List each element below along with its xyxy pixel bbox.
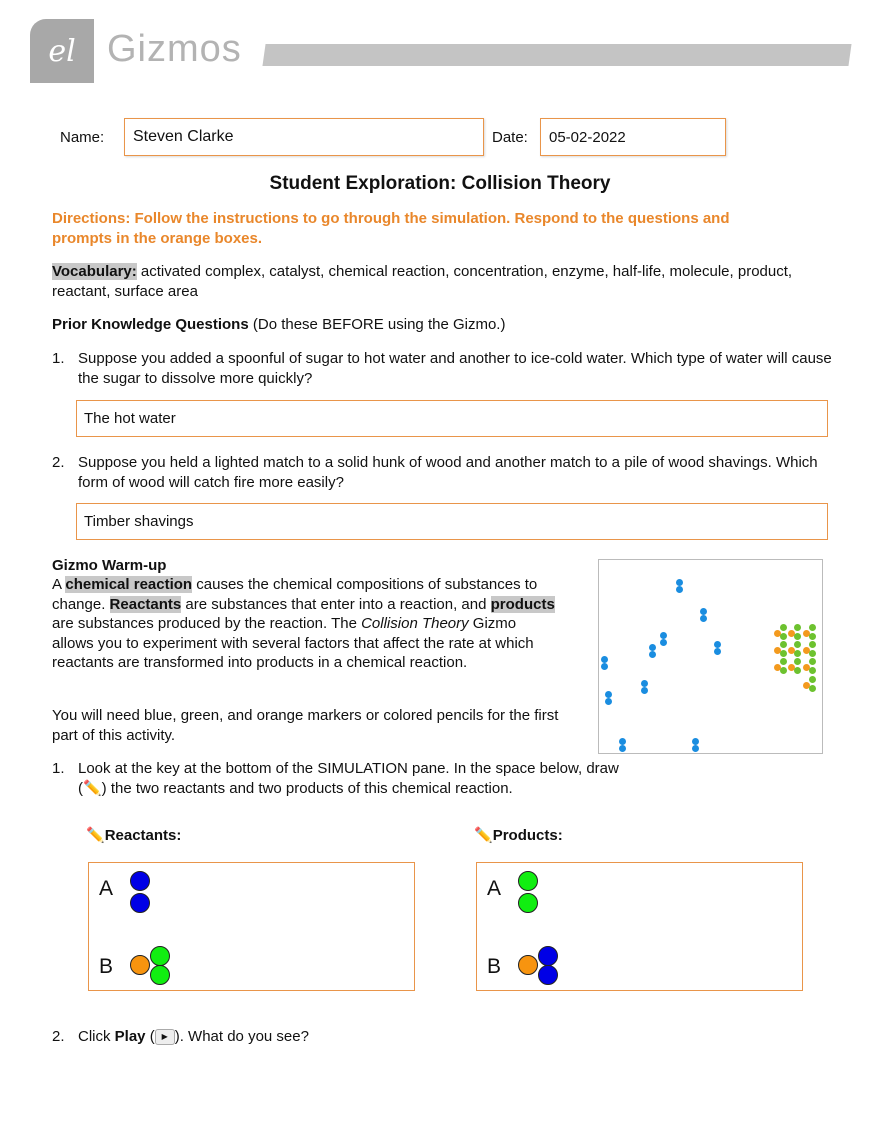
- t: (: [145, 1028, 155, 1045]
- orange-atom: [518, 955, 538, 975]
- blue-molecule-atom: [676, 579, 683, 586]
- warmup-q2-text: [78, 1027, 309, 1047]
- blue-molecule-atom: [692, 738, 699, 745]
- prior-heading: Prior Knowledge Questions: [52, 316, 249, 333]
- blue-molecule-atom: [714, 641, 721, 648]
- blue-molecule-atom: [601, 663, 608, 670]
- reactants-drawing-box[interactable]: [88, 862, 415, 991]
- header-bar: [262, 44, 851, 66]
- products-label-text: Products:: [492, 827, 563, 844]
- green-atom: [809, 685, 816, 692]
- blue-molecule-atom: [641, 680, 648, 687]
- logo-text: Gizmos: [107, 28, 242, 70]
- warmup-paragraph: [52, 575, 557, 673]
- green-atom: [794, 650, 801, 657]
- row-b-label: B: [99, 955, 114, 978]
- products-drawing-box[interactable]: [476, 862, 803, 991]
- vocabulary: [52, 262, 812, 301]
- green-atom: [150, 965, 170, 985]
- term-reactants: Reactants: [109, 595, 182, 613]
- directions: Directions: Follow the instructions to go through the simulation. Respond to the questions and prompts in the orange boxes.: [52, 210, 730, 247]
- blue-molecule-atom: [660, 632, 667, 639]
- t: Gizmo allows you to experiment with several factors that affect the rate at which reactants are transformed into products in a chemical reaction.: [52, 615, 534, 671]
- name-label: Name:: [60, 129, 105, 146]
- green-atom: [780, 641, 787, 648]
- green-atom: [780, 658, 787, 665]
- logo-mark: el: [48, 33, 76, 69]
- page-title: Student Exploration: Collision Theory: [269, 173, 611, 194]
- warmup-q2-number: 2.: [52, 1028, 65, 1045]
- blue-molecule-atom: [700, 608, 707, 615]
- blue-molecule-atom: [605, 691, 612, 698]
- reactants-label-text: Reactants:: [104, 827, 182, 844]
- t: are substances that enter into a reaction, and: [181, 595, 491, 613]
- gizmos-logo-icon: [30, 19, 94, 83]
- blue-molecule-atom: [692, 745, 699, 752]
- q1-answer-box[interactable]: The hot water: [76, 400, 828, 437]
- pencil-icon: ✏️: [474, 827, 493, 844]
- green-atom: [518, 871, 538, 891]
- simulation-image: [598, 559, 823, 754]
- t: ). What do you see?: [174, 1028, 309, 1045]
- gizmo-name: Collision Theory: [361, 615, 469, 632]
- play-word: Play: [114, 1028, 146, 1045]
- name-field[interactable]: Steven Clarke: [124, 118, 484, 156]
- q2-answer-box[interactable]: Timber shavings: [76, 503, 828, 540]
- orange-atom: [130, 955, 150, 975]
- green-atom: [809, 676, 816, 683]
- t: causes the chemical compositions of substances to change.: [52, 576, 538, 613]
- green-atom: [809, 641, 816, 648]
- q2-text: Suppose you held a lighted match to a solid hunk of wood and another match to a pile of wood shavings. Which form of wood will catch fire more easily?: [78, 454, 818, 491]
- blue-molecule-atom: [660, 639, 667, 646]
- green-atom: [780, 650, 787, 657]
- warmup-heading: Gizmo Warm-up: [52, 557, 167, 574]
- green-atom: [809, 650, 816, 657]
- blue-molecule-atom: [676, 586, 683, 593]
- blue-molecule-atom: [619, 745, 626, 752]
- warmup-q1-text: Look at the key at the bottom of the SIMULATION pane. In the space below, draw (✏️) the two reactants and two products of this chemical reaction.: [78, 760, 619, 797]
- q1-number: 1.: [52, 350, 65, 367]
- blue-atom: [130, 871, 150, 891]
- q1-text: Suppose you added a spoonful of sugar to hot water and another to ice-cold water. Which type of water will cause the sugar to dissolve more quickly?: [78, 350, 832, 387]
- prior-knowledge-heading: [52, 315, 505, 335]
- markers-note: You will need blue, green, and orange markers or colored pencils for the first part of this activity.: [52, 707, 559, 744]
- green-atom: [809, 667, 816, 674]
- prior-note: (Do these BEFORE using the Gizmo.): [248, 316, 506, 333]
- green-atom: [150, 946, 170, 966]
- green-atom: [780, 624, 787, 631]
- blue-molecule-atom: [700, 615, 707, 622]
- green-atom: [794, 658, 801, 665]
- blue-molecule-atom: [641, 687, 648, 694]
- blue-molecule-atom: [619, 738, 626, 745]
- t: Click: [78, 1028, 115, 1045]
- blue-molecule-atom: [649, 651, 656, 658]
- date-label: Date:: [492, 129, 528, 146]
- green-atom: [794, 667, 801, 674]
- date-field[interactable]: 05-02-2022: [540, 118, 726, 156]
- row-b-label: B: [487, 955, 502, 978]
- green-atom: [518, 893, 538, 913]
- green-atom: [780, 667, 787, 674]
- blue-atom: [538, 965, 558, 985]
- pencil-icon: ✏️: [86, 827, 105, 844]
- blue-atom: [538, 946, 558, 966]
- t: are substances produced by the reaction. The: [52, 615, 362, 632]
- term-products: products: [490, 595, 555, 613]
- row-a-label: A: [487, 877, 502, 900]
- vocabulary-text: activated complex, catalyst, chemical reaction, concentration, enzyme, half-life, molecule, product, reactant, surface area: [52, 263, 793, 300]
- green-atom: [794, 641, 801, 648]
- blue-molecule-atom: [714, 648, 721, 655]
- warmup-q1-number: 1.: [52, 760, 65, 777]
- blue-molecule-atom: [605, 698, 612, 705]
- row-a-label: A: [99, 877, 114, 900]
- reactants-label: [86, 826, 181, 846]
- blue-atom: [130, 893, 150, 913]
- q2-number: 2.: [52, 454, 65, 471]
- green-atom: [809, 633, 816, 640]
- term-chemical-reaction: chemical reaction: [65, 576, 193, 593]
- green-atom: [794, 624, 801, 631]
- green-atom: [809, 658, 816, 665]
- products-label: [474, 826, 563, 846]
- blue-molecule-atom: [601, 656, 608, 663]
- blue-molecule-atom: [649, 644, 656, 651]
- green-atom: [809, 624, 816, 631]
- green-atom: [794, 633, 801, 640]
- play-icon: ▶: [155, 1029, 175, 1045]
- t: A: [52, 576, 66, 593]
- vocabulary-label: Vocabulary:: [52, 263, 137, 280]
- green-atom: [780, 633, 787, 640]
